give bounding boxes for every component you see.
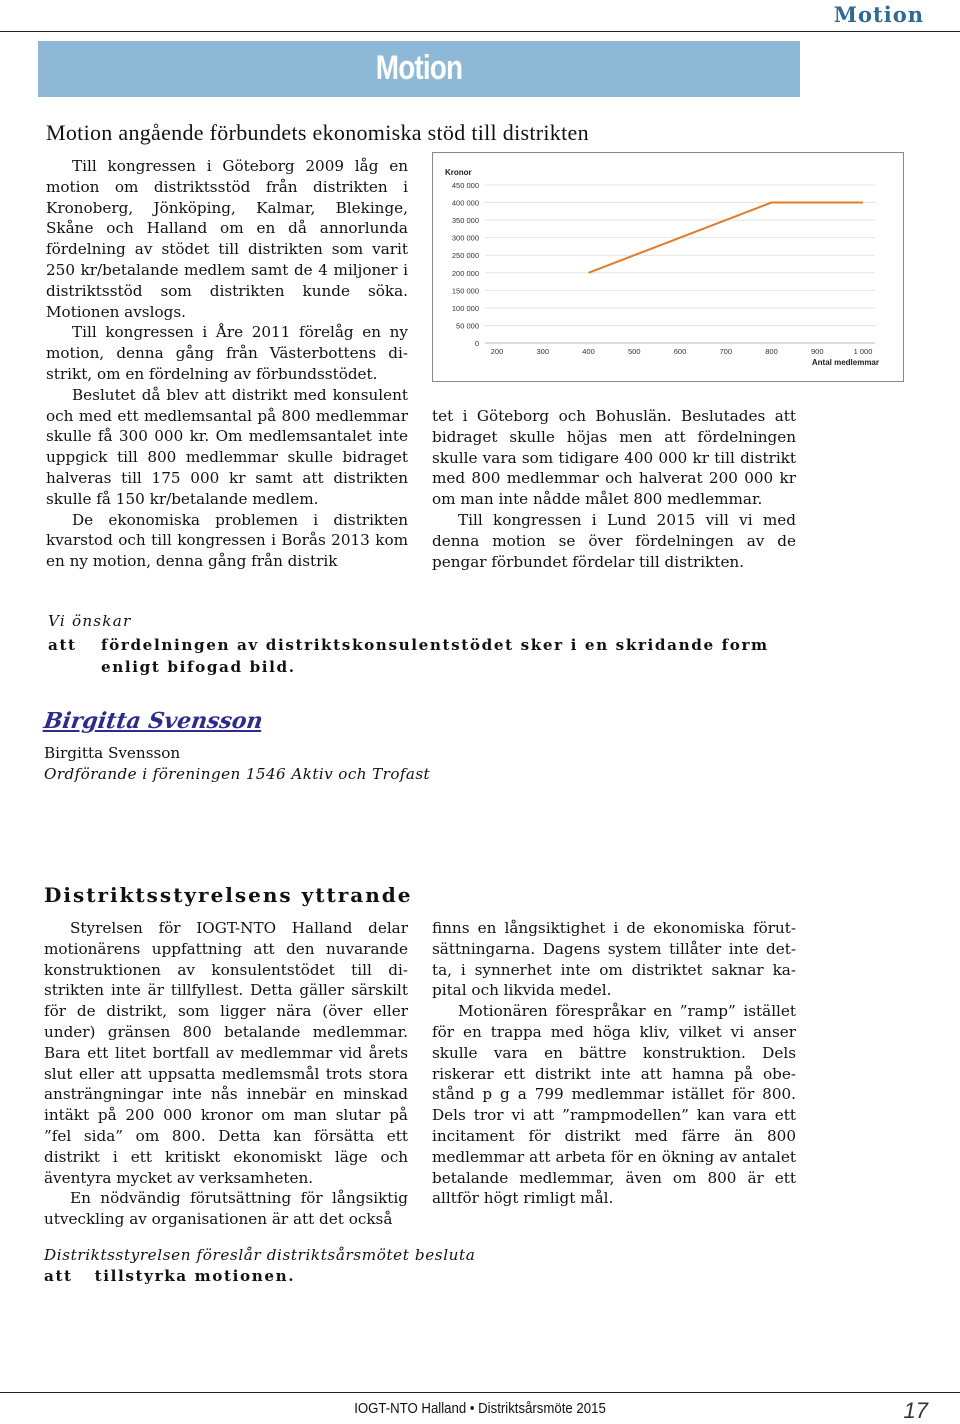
- section-label: Motion: [833, 2, 924, 27]
- page-number: 17: [903, 1398, 928, 1423]
- statement-heading: Distriktsstyrelsens yttrande: [44, 883, 413, 907]
- motion-right-column: [432, 406, 796, 572]
- motion-paragraph: De ekonomiska problemen i distrikten kvarstod och till kongressen i Borås 2013 kom en ny motion, denna gång från distrik: [46, 510, 408, 571]
- chart-y-tick-label: 0: [474, 339, 479, 348]
- statement-left-column: [44, 918, 408, 1230]
- chart-y-tick-label: 100 000: [451, 303, 479, 313]
- motion-left-column: [46, 156, 408, 572]
- chart-x-tick-label: 700: [719, 347, 733, 356]
- chart-x-tick-label: 500: [627, 347, 641, 356]
- chart-x-axis-title: Antal medlemmar: [811, 358, 879, 367]
- chart-svg: [433, 153, 903, 381]
- proposal-att: att: [44, 1267, 73, 1285]
- statement-paragraph: Styrelsen för IOGT-NTO Halland delar motionärens uppfattning att den nuvarande konstruktionen av konsulentstödet till distrikten inte är tillfyllest. Detta gäller särskilt för de distrikt, som ligger nära (över eller under) gränsen 800 betalande medlemmar. Bara ett litet bortfall av medlemmar vid årets slut eller att uppsatta medlemsmål trots stora ansträngningar inte nås innebär en minskad intäkt på 200 000 kronor om man slutar på ”fel sida” om 800. Detta kan försätta ett distrikt i ett kritiskt ekonomiskt läge och äventyra mycket av verksamheten.: [44, 919, 408, 1187]
- chart-y-axis-title: Kronor: [445, 168, 472, 177]
- motion-paragraph: Till kongressen i Göteborg 2009 låg en motion om distriktsstöd från distrikten i Kronoberg, Jönköping, Kalmar, Blekinge, Skåne och Halland om en då annorlunda fördelning av stödet till distrikten som varit 250 kr/betalande medlem samt de 4 miljoner i distriktsstöd som distrikten kunde söka. Motionen avslogs.: [46, 157, 408, 321]
- motion-paragraph: Till kongressen i Lund 2015 vill vi med denna motion se över fördelningen av de pengar förbundet fördelar till distrikten.: [432, 510, 796, 571]
- wish-att: att: [48, 636, 77, 654]
- statement-paragraph: En nödvändig förutsättning för långsiktig utveckling av organisationen är att det också: [44, 1189, 408, 1229]
- statement-right-column: [432, 918, 796, 1209]
- chart-y-tick-label: 350 000: [451, 216, 479, 226]
- wish-label: Vi önskar: [48, 612, 132, 630]
- statement-paragraph: Motionären förespråkar en ”ramp” istället för en trappa med höga kliv, vilket vi anser skulle vara en bättre konstruktion. Dels riskerar ett distrikt inte att hamna på obestånd p g a 799 medlemmar istället för 800. Dels tror vi att ”rampmodellen” kan vara ett incitament för distrikt med färre än 800 medlemmar att arbeta för en ökning av antalet betalande medlemmar, även om 800 är ett alltför högt rimligt mål.: [432, 1002, 796, 1208]
- chart-x-tick-label: 400: [582, 347, 595, 356]
- wish-statement: [48, 634, 798, 678]
- chart-x-tick-label: 600: [673, 347, 687, 356]
- chart-x-tick-label: 200: [490, 347, 504, 356]
- signature: Birgitta Svensson: [42, 708, 265, 734]
- motion-paragraph: Till kongressen i Åre 2011 förelåg en ny motion, denna gång från Västerbottens distrikt, om en fördelning av förbundsstödet.: [46, 323, 408, 383]
- chart-y-tick-label: 250 000: [451, 251, 479, 261]
- footer-text: IOGT-NTO Halland • Distriktsårsmöte 2015: [354, 1400, 606, 1417]
- chart-x-tick-label: 800: [765, 347, 778, 356]
- chart-y-tick-label: 400 000: [451, 198, 479, 208]
- motion-heading: Motion angående förbundets ekonomiska stöd till distrikten: [46, 120, 589, 145]
- banner-title: Motion: [375, 49, 463, 87]
- proposal-text: tillstyrka motionen.: [94, 1267, 296, 1285]
- chart-y-tick-label: 50 000: [456, 321, 479, 331]
- chart-x-tick-label: 1 000: [853, 347, 873, 356]
- motion-paragraph: tet i Göteborg och Bohuslän. Beslutades att bidraget skulle höjas men att fördelningen skulle vara som tidigare 400 000 kr till distrikt med 800 medlemmar och halverat 200 000 kr om man inte nådde målet 800 medlemmar.: [432, 407, 796, 509]
- chart-x-tick-label: 900: [810, 347, 824, 356]
- footer-rule: [0, 1392, 960, 1393]
- proposal-statement: [44, 1267, 295, 1285]
- chart-y-tick-label: 450 000: [451, 181, 479, 190]
- motion-paragraph: Beslutet då blev att distrikt med konsulent och med ett medlemsantal på 800 medlemmar skulle få 300 000 kr. Om medlemsantalet inte uppgick till 800 medlemmar skulle bidraget halveras till 175 000 kr samt att distrikten skulle få 150 kr/betalande medlem.: [46, 385, 408, 508]
- support-chart: [432, 152, 904, 382]
- proposal-line: Distriktsstyrelsen föreslår distriktsårsmötet besluta: [44, 1246, 476, 1264]
- chart-y-tick-label: 300 000: [451, 233, 479, 243]
- title-banner: [38, 41, 800, 97]
- statement-paragraph: finns en långsiktighet i de ekonomiska förutsättningarna. Dagens system tillåter inte detta, i synnerhet inte om distriktet saknar kapital och likvida medel.: [432, 919, 796, 1000]
- signer-name: Birgitta Svensson: [44, 744, 181, 762]
- chart-y-tick-label: 150 000: [451, 286, 479, 296]
- chart-x-tick-label: 300: [536, 347, 550, 356]
- header-rule: [0, 31, 960, 32]
- wish-text: fördelningen av distriktskonsulentstödet sker i en skridande form enligt bifogad bild.: [101, 636, 769, 676]
- signer-role: Ordförande i föreningen 1546 Aktiv och Trofast: [44, 765, 431, 783]
- chart-y-tick-label: 200 000: [451, 268, 479, 278]
